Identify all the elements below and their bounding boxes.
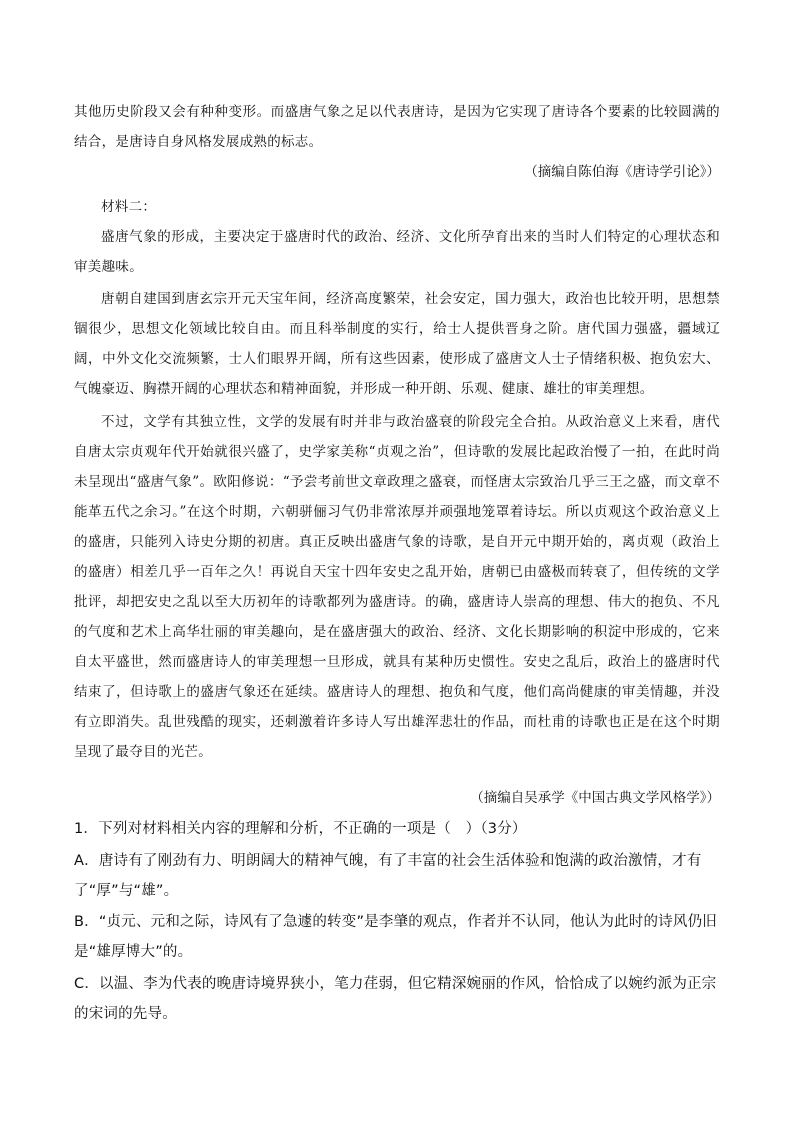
question-1-option-b: B．“贞元、元和之际，诗风有了急遽的转变”是李肇的观点，作者并不认同，他认为此时的诗风仍旧是“雄厚博大”的。 [74, 914, 717, 960]
material2-heading: 材料二： [101, 199, 157, 215]
question-1-option-a: A．唐诗有了刚劲有力、明朗阔大的精神气魄，有了丰富的社会生活体验和饱满的政治激情，才有了“厚”与“雄”。 [74, 853, 702, 899]
material2-paragraph-2: 唐朝自建国到唐玄宗开元天宝年间，经济高度繁荣，社会安定，国力强大，政治也比较开明，思想禁锢很少，思想文化领域比较自由。而且科举制度的实行，给士人提供晋身之阶。唐代国力强盛，疆域辽阔，中外文化交流频繁，士人们眼界开阔，所有这些因素，使形成了盛唐文人士子情绪积极、抱负宏大、气魄豪迈、胸襟开阔的心理状态和精神面貌，并形成一种开朗、乐观、健康、雄壮的审美理想。 [74, 291, 720, 397]
material1-tail-paragraph: 其他历史阶段又会有种种变形。而盛唐气象之足以代表唐诗，是因为它实现了唐诗各个要素的比较圆满的结合，是唐诗自身风格发展成熟的标志。 [74, 104, 720, 150]
material2-paragraph-1: 盛唐气象的形成，主要决定于盛唐时代的政治、经济、文化所孕育出来的当时人们特定的心理状态和审美趣味。 [74, 229, 720, 275]
material2-paragraph-3: 不过，文学有其独立性，文学的发展有时并非与政治盛衰的阶段完全合拍。从政治意义上来看，唐代自唐太宗贞观年代开始就很兴盛了，史学家美称“贞观之治”，但诗歌的发展比起政治慢了一拍，在此时尚未呈现出“盛唐气象”。欧阳修说：“予尝考前世文章政理之盛衰，而怪唐太宗致治几乎三王之盛，而文章不能革五代之余习。”在这个时期，六朝骈俪习气仍非常浓厚并顽强地笼罩着诗坛。所以贞观这个政治意义上的盛唐，只能列入诗史分期的初唐。真正反映出盛唐气象的诗歌，是自开元中期开始的，离贞观（政治上的盛唐）相差几乎一百年之久！再说自天宝十四年安史之乱开始，唐朝已由盛极而转衰了，但传统的文学批评，却把安史之乱以至大历初年的诗歌都列为盛唐诗。的确，盛唐诗人崇高的理想、伟大的抱负、不凡的气度和艺术上高华壮丽的审美趣向，是在盛唐强大的政治、经济、文化长期影响的积淀中形成的，它来自太平盛世，然而盛唐诗人的审美理想一旦形成，就具有某种历史惯性。安史之乱后，政治上的盛唐时代结束了，但诗歌上的盛唐气象还在延续。盛唐诗人的理想、抱负和气度，他们高尚健康的审美情趣，并没有立即消失。乱世残酷的现实，还刺激着许多诗人写出雄浑悲壮的作品，而杜甫的诗歌也正是在这个时期呈现了最夺目的光芒。 [74, 414, 720, 760]
material1-source-citation: （摘编自陈伯海《唐诗学引论》） [524, 164, 720, 180]
question-1-option-c: C．以温、李为代表的晚唐诗境界狭小，笔力荏弱，但它精深婉丽的作风，恰恰成了以婉约派为正宗的宋词的先导。 [74, 976, 717, 1022]
question-1-stem: 1．下列对材料相关内容的理解和分析，不正确的一项是（ ）（3分） [74, 821, 527, 837]
material2-source-citation: （摘编自吴承学《中国古典文学风格学》） [470, 790, 720, 806]
